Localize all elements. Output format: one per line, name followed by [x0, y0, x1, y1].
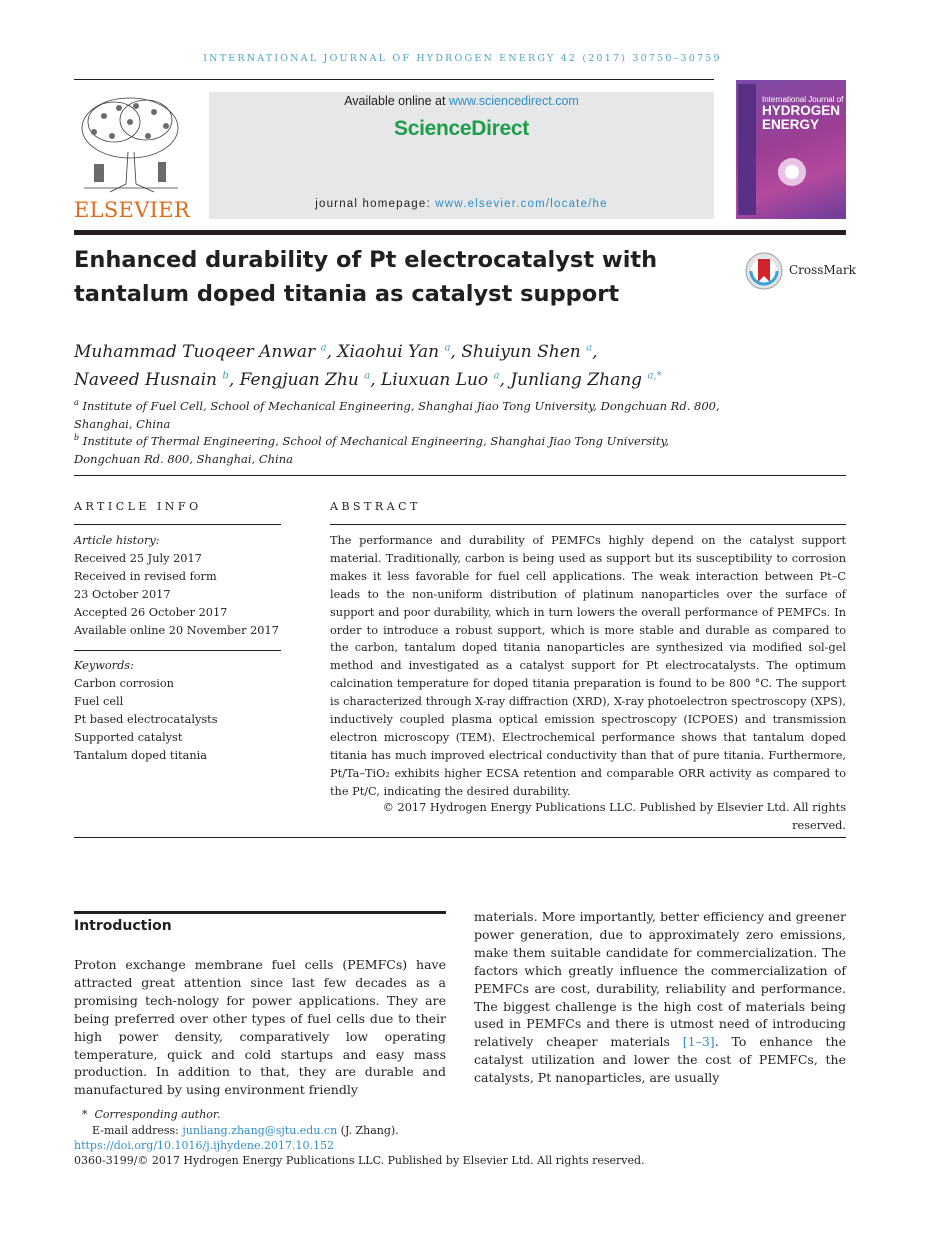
- history-item: Accepted 26 October 2017: [74, 605, 228, 619]
- abstract-copyright: © 2017 Hydrogen Energy Publications LLC. Published by Elsevier Ltd. All rights reserved.: [382, 801, 846, 832]
- affiliation-b: $^b$ Institute of Thermal Engineering, School of Mechanical Engineering, Shanghai Jiao Tong University, Dongchuan Rd. 800, Shanghai, China: [74, 433, 670, 466]
- crossmark-label: CrossMark: [789, 263, 856, 277]
- keyword: Fuel cell: [74, 694, 124, 708]
- doi-link[interactable]: https://doi.org/10.1016/j.ijhydene.2017.10.152: [74, 1139, 334, 1152]
- abstract-heading: ABSTRACT: [330, 500, 421, 513]
- available-online: [209, 94, 714, 108]
- intro-right-text: materials. More importantly, better efficiency and greener power generation, due to approximately zero emissions, make them suitable candidate for commercialization. The factors which greatly influence the commercialization of PEMFCs are cost, durability, reliability and performance. The biggest challenge is the high cost of materials being used in PEMFCs and there is utmost need of introducing relatively cheaper materials: [474, 909, 846, 1050]
- journal-homepage: [209, 198, 714, 210]
- article-title: Enhanced durability of Pt electrocatalyst with tantalum doped titania as catalyst support: [74, 247, 658, 307]
- keyword: Supported catalyst: [74, 730, 183, 744]
- issn-line: 0360-3199/© 2017 Hydrogen Energy Publications LLC. Published by Elsevier Ltd. All rights reserved.: [74, 1154, 645, 1167]
- author: Muhammad Tuoqeer Anwar $^a$,: [74, 341, 338, 362]
- crossmark-icon[interactable]: [745, 252, 783, 290]
- history-label: Article history:: [74, 534, 160, 547]
- affiliation-rule: [74, 475, 846, 476]
- sciencedirect-logo: ScienceDirect: [393, 117, 529, 140]
- journal-homepage-link[interactable]: www.elsevier.com/locate/he: [435, 198, 608, 210]
- keyword: Carbon corrosion: [74, 676, 174, 690]
- sciencedirect-link[interactable]: www.sciencedirect.com: [448, 94, 579, 108]
- header-rule: [74, 79, 714, 80]
- article-info-heading: ARTICLE INFO: [74, 500, 202, 513]
- abstract-rule: [330, 524, 846, 525]
- intro-right-text-cont: . To enhance the catalyst utilization and lower the cost of PEMFCs, the catalysts, Pt nanoparticles, are usually: [474, 1034, 846, 1086]
- author-list: [74, 336, 774, 392]
- history-item: Available online 20 November 2017: [74, 623, 279, 637]
- keywords-rule: [74, 650, 281, 651]
- reference-link[interactable]: [1–3]: [682, 1034, 715, 1050]
- abstract-text: The performance and durability of PEMFCs highly depend on the catalyst support material. Traditionally, carbon is being used as support but its susceptibility to corrosion makes it less favorable for fuel cell applications. The weak interaction between Pt–C leads to the non-uniform distribution of platinum nanoparticles over the surface of support and poor durability, which in turn lowers the overall performance of PEMFCs. In order to introduce a robust support, which is more stable and durable as compared to the carbon, tantalum doped titania nanoparticles are synthesized via modified sol-gel method and investigated as a catalyst support for Pt electrocatalysts. The optimum calcination temperature for doped titania preparation is found to be 800 °C. The support is characterized through X-ray diffraction (XRD), X-ray photoelectron spectroscopy (XPS), inductively coupled plasma optical emission spectroscopy (ICPOES) and transmission electron microscopy (TEM). Electrochemical performance shows that tantalum doped titania has much improved electrical conductivity than that of pure titania. Furthermore, Pt/Ta–TiO₂ exhibits higher ECSA retention and comparable ORR activity as compared to the Pt/C, indicating the desired durability.: [330, 534, 846, 798]
- article-history: [74, 532, 284, 639]
- cover-line-1: International Journal of: [762, 95, 844, 104]
- corresponding-mark: *: [82, 1108, 88, 1121]
- email-note: E-mail address: junliang.zhang@sjtu.edu.cn (J. Zhang).: [92, 1124, 399, 1137]
- intro-right-column: [474, 908, 846, 1087]
- history-item: Received in revised form: [74, 569, 217, 583]
- available-prefix: Available online at: [344, 94, 449, 108]
- running-head: INTERNATIONAL JOURNAL OF HYDROGEN ENERGY 42 (2017) 30750–30759: [203, 53, 722, 64]
- keyword: Pt based electrocatalysts: [74, 712, 218, 726]
- cover-line-2: HYDROGEN ENERGY: [762, 103, 841, 132]
- author: Naveed Husnain $^b$,: [74, 369, 240, 390]
- keywords: [74, 657, 284, 764]
- author: Junliang Zhang $^{a,*}$: [510, 369, 662, 390]
- publisher-wordmark: ELSEVIER: [74, 198, 190, 222]
- author: Shuiyun Shen $^a$,: [461, 341, 598, 362]
- cover-spine: [738, 84, 756, 215]
- abstract-end-rule: [74, 837, 846, 838]
- intro-left-column: Proton exchange membrane fuel cells (PEMFCs) have attracted great attention since last few decades as a promising tech-nology for power applications. They are being preferred over other types of fuel cells due to their high power density, comparatively low operating temperature, quick and cold startups and easy mass production. In addition to that, they are durable and manufactured by using environment friendly: [74, 957, 446, 1098]
- article-info-rule: [74, 524, 281, 525]
- email-link[interactable]: junliang.zhang@sjtu.edu.cn: [182, 1124, 338, 1137]
- homepage-prefix: journal homepage:: [315, 198, 436, 210]
- affiliation-a: $^a$ Institute of Fuel Cell, School of Mechanical Engineering, Shanghai Jiao Tong University, Dongchuan Rd. 800, Shanghai, China: [74, 398, 720, 431]
- elsevier-tree-logo: [74, 92, 186, 195]
- cover-glow: [770, 150, 830, 200]
- keyword: Tantalum doped titania: [74, 748, 207, 762]
- intro-rule: [74, 911, 446, 914]
- author: Fengjuan Zhu $^a$,: [239, 369, 381, 390]
- corresponding-note: * Corresponding author.: [82, 1108, 221, 1121]
- history-item: Received 25 July 2017: [74, 551, 202, 565]
- introduction-heading: Introduction: [74, 918, 172, 934]
- author: Liuxuan Luo $^a$,: [381, 369, 511, 390]
- keywords-label: Keywords:: [74, 659, 134, 672]
- history-item: 23 October 2017: [74, 587, 171, 601]
- header-thick-rule: [74, 230, 846, 235]
- author: Xiaohui Yan $^a$,: [337, 341, 462, 362]
